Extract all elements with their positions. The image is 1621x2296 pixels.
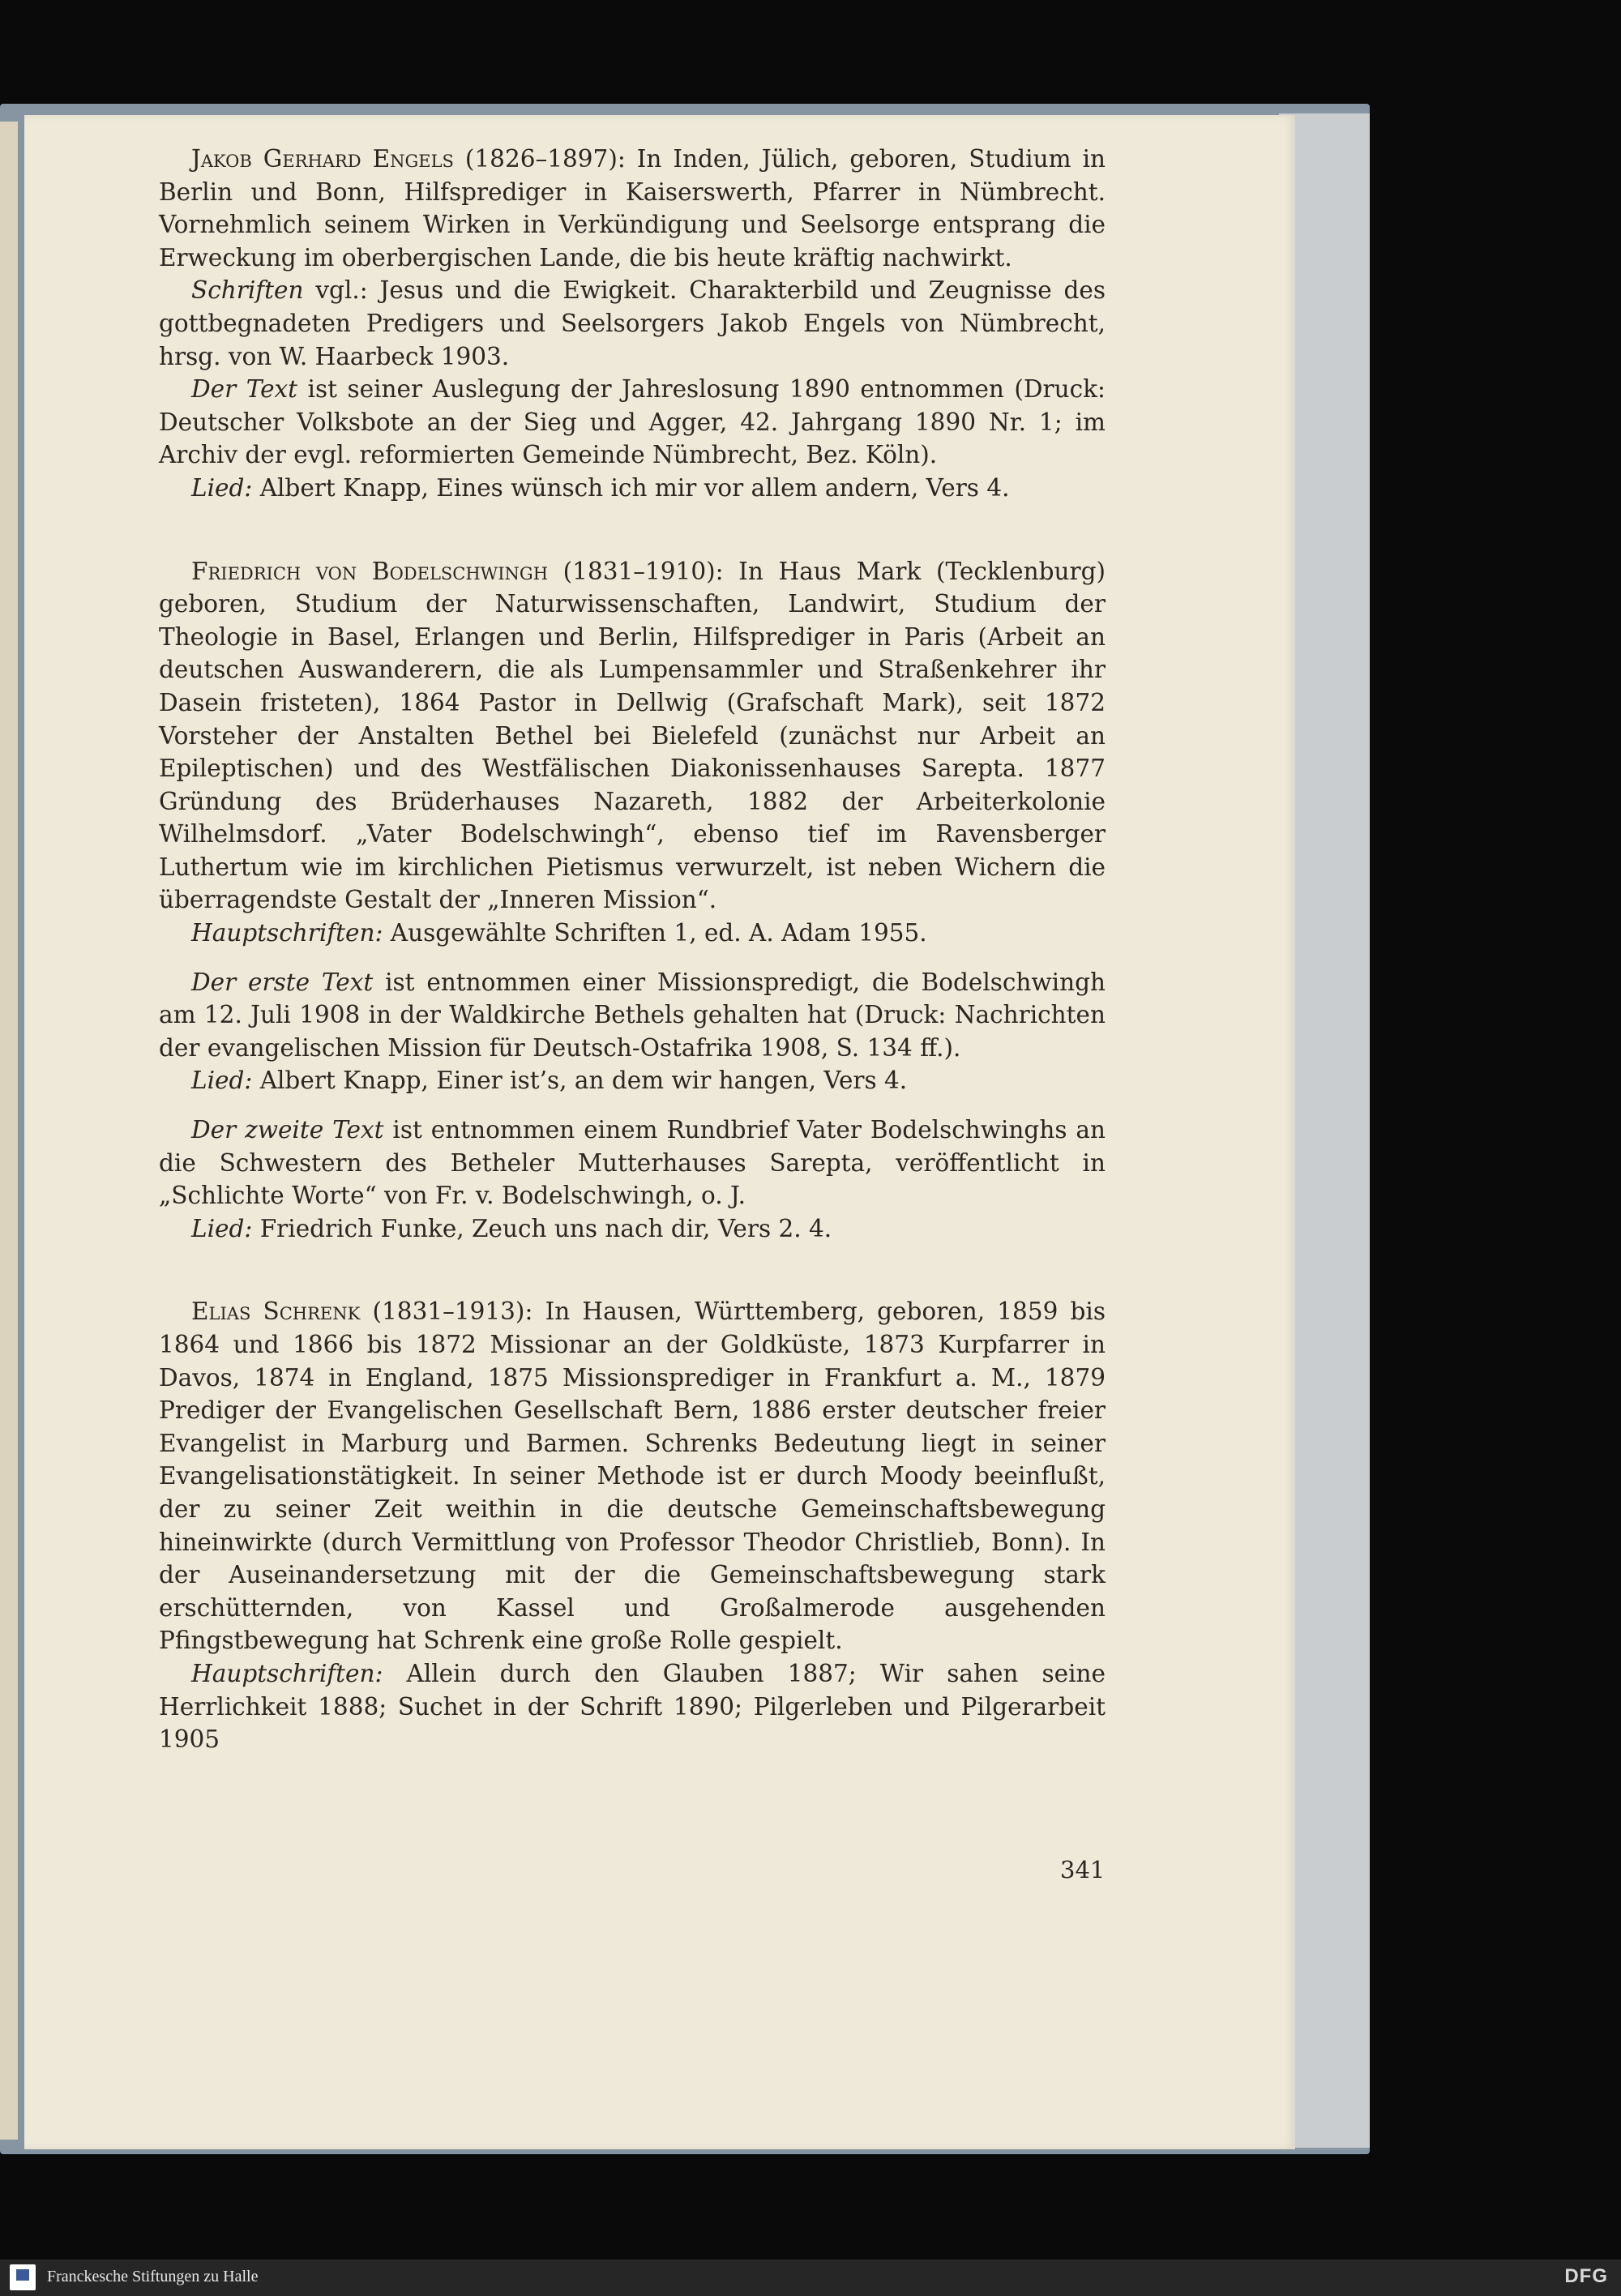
- institution-name: Franckesche Stiftungen zu Halle: [47, 2268, 259, 2285]
- engels-text-note: Der Text ist seiner Auslegung der Jahreslosung 1890 entnommen (Druck: Deutscher Volksbote an der Sieg und Agger, 42. Jahrgang 1890 Nr. 1; im Archiv der evgl. reformierten Gemeinde Nümbrecht, Bez. Köln).: [159, 375, 1106, 469]
- bodelschwingh-text2-note: Der zweite Text ist entnommen einem Rundbrief Vater Bodelschwinghs an die Schwestern des Betheler Mutterhauses Sarepta, veröffentlicht in „Schlichte Worte“ von Fr. v. Bodelschwingh, o. J.: [159, 1116, 1106, 1210]
- schrenk-name: Elias Schrenk: [191, 1298, 361, 1326]
- page-text: [159, 143, 1106, 1756]
- bodelschwingh-lied1: Lied: Albert Knapp, Einer ist’s, an dem wir hangen, Vers 4.: [191, 1067, 908, 1095]
- page-number: 341: [1060, 1856, 1106, 1883]
- engels-name: Jakob Gerhard Engels: [191, 145, 454, 173]
- engels-schriften: Schriften vgl.: Jesus und die Ewigkeit. Charakterbild und Zeugnisse des gottbegnadeten Predigers und Seelsorgers Jakob Engels von Nümbrecht, hrsg. von W. Haarbeck 1903.: [159, 276, 1106, 370]
- institution-logo-icon: [10, 2264, 36, 2290]
- footer-bar: [0, 2260, 1621, 2296]
- schrenk-hauptschriften: Hauptschriften: Allein durch den Glauben 1887; Wir sahen seine Herrlichkeit 1888; Suchet in der Schrift 1890; Pilgerleben und Pilgerarbeit 1905: [159, 1659, 1106, 1754]
- facing-page-edge: [0, 122, 18, 2140]
- bodelschwingh-text1-note: Der erste Text ist entnommen einer Missionspredigt, die Bodelschwingh am 12. Juli 1908 in der Waldkirche Bethels gehalten hat (Druck: Nachrichten der evangelischen Mission für Deutsch-Ostafrika 1908, S. 134 ff.).: [159, 968, 1106, 1062]
- engels-bio: Jakob Gerhard Engels (1826–1897): In Inden, Jülich, geboren, Studium in Berlin und Bonn, Hilfsprediger in Kaiserswerth, Pfarrer in Nümbrecht. Vornehmlich seinem Wirken in Verkündigung und Seelsorge entsprang die Erweckung im oberbergischen Lande, die bis heute kräftig nachwirkt.: [159, 145, 1106, 272]
- bodelschwingh-name: Friedrich von Bodelschwingh: [191, 557, 549, 585]
- bodelschwingh-hauptschriften: Hauptschriften: Ausgewählte Schriften 1, ed. A. Adam 1955.: [191, 919, 927, 947]
- engels-lied: Lied: Albert Knapp, Eines wünsch ich mir vor allem andern, Vers 4.: [191, 473, 1010, 502]
- dfg-logo: DFG: [1564, 2265, 1608, 2287]
- bodelschwingh-lied2: Lied: Friedrich Funke, Zeuch uns nach dir, Vers 2. 4.: [191, 1214, 832, 1242]
- bodelschwingh-bio: Friedrich von Bodelschwingh (1831–1910): In Haus Mark (Tecklenburg) geboren, Studium der Naturwissenschaften, Landwirt, Studium der Theologie in Basel, Erlangen und Berlin, Hilfsprediger in Paris (Arbeit an deutschen Auswanderern, die als Lumpensammler und Straßenkehrer ihr Dasein fristeten), 1864 Pastor in Dellwig (Grafschaft Mark), seit 1872 Vorsteher der Anstalten Bethel bei Bielefeld (zunächst nur Arbeit an Epileptischen) und des Westfälischen Diakonissenhauses Sarepta. 1877 Gründung des Brüderhauses Nazareth, 1882 der Arbeiterkolonie Wilhelmsdorf. „Vater Bodelschwingh“, ebenso tief im Ravensberger Luthertum wie im kirchlichen Pietismus verwurzelt, ist neben Wichern die überragendste Gestalt der „Inneren Mission“.: [159, 557, 1106, 914]
- schrenk-bio: Elias Schrenk (1831–1913): In Hausen, Württemberg, geboren, 1859 bis 1864 und 1866 bis 1872 Missionar an der Goldküste, 1873 Kurpfarrer in Davos, 1874 in England, 1875 Missionsprediger in Frankfurt a. M., 1879 Prediger der Evangelischen Gesellschaft Bern, 1886 erster deutscher freier Evangelist in Marburg und Barmen. Schrenks Bedeutung liegt in seiner Evangelisationstätigkeit. In seiner Methode ist er durch Moody beeinflußt, der zu seiner Zeit weithin in die deutsche Gemeinschaftsbewegung hineinwirkte (durch Vermittlung von Professor Theodor Christlieb, Bonn). In der Auseinandersetzung mit der die Gemeinschaftsbewegung stark erschütternden, von Kassel und Großalmerode ausgehenden Pfingstbewegung hat Schrenk eine große Rolle gespielt.: [159, 1298, 1106, 1655]
